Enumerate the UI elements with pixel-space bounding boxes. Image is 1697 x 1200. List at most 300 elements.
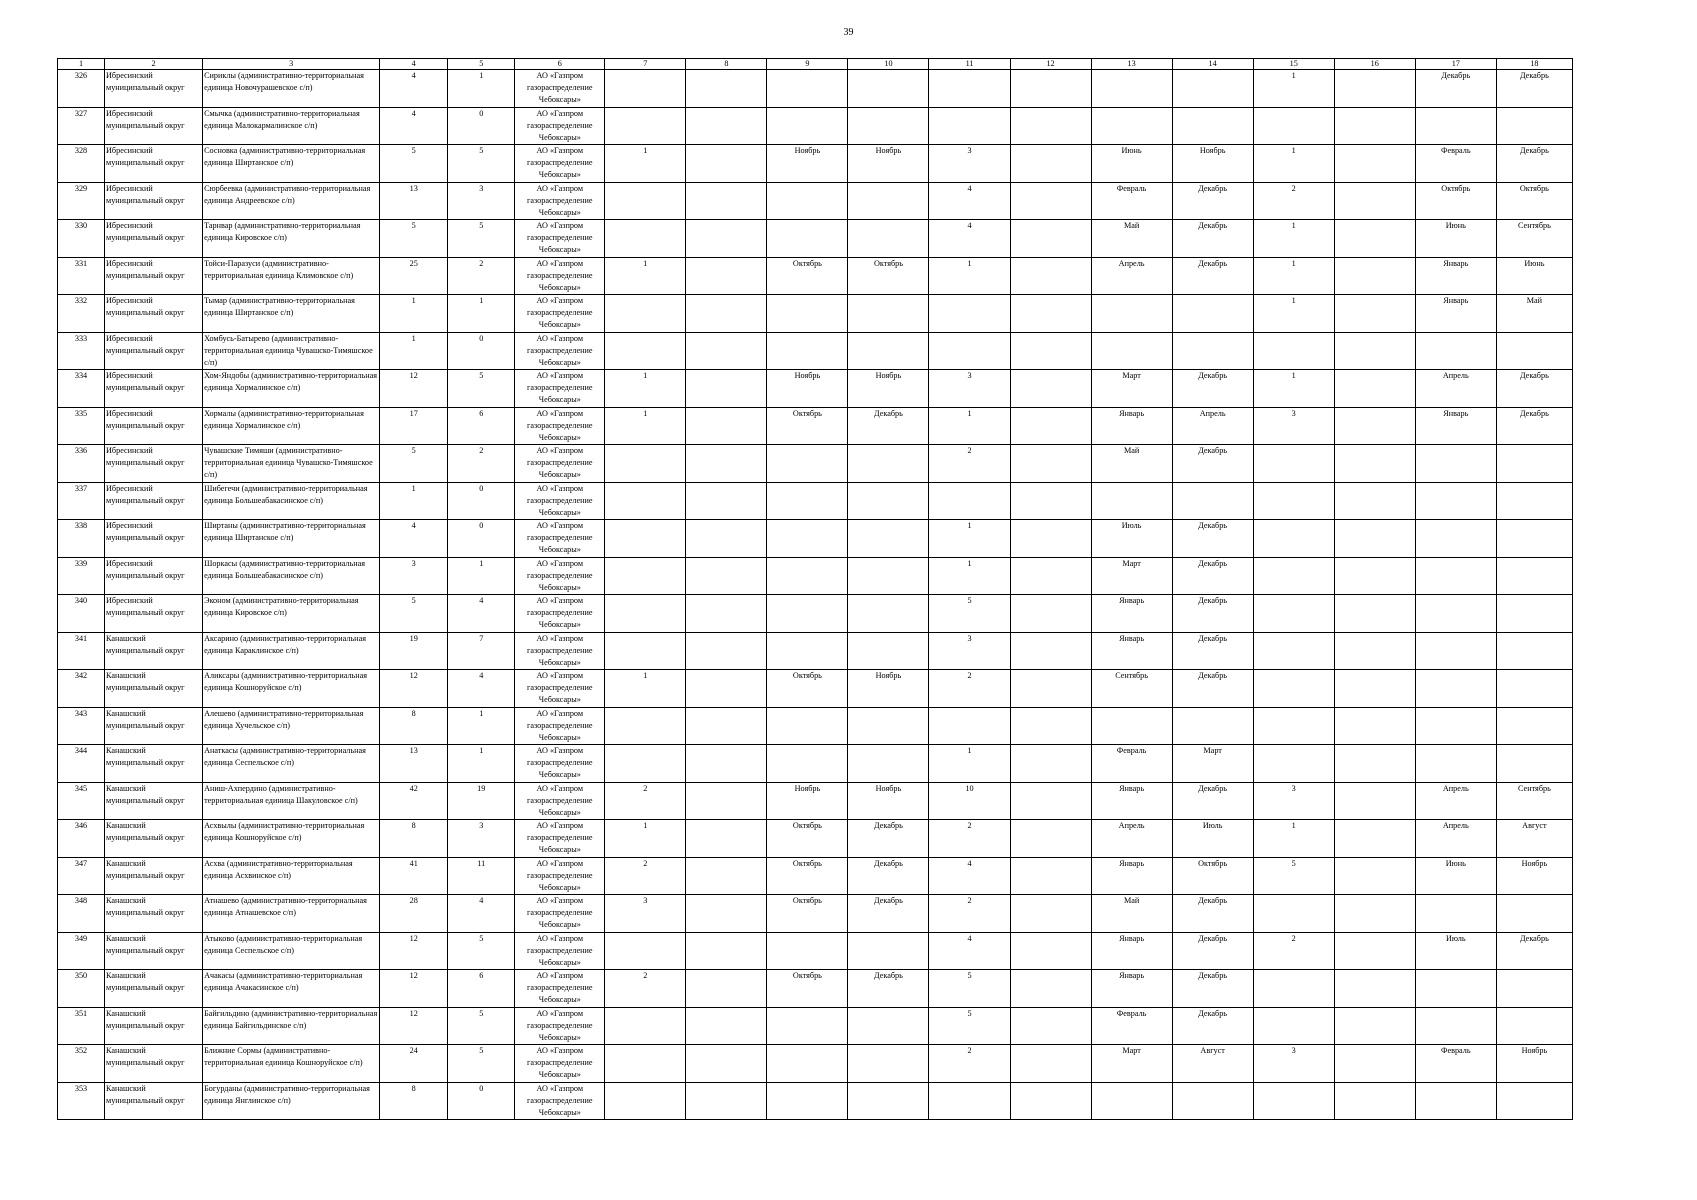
table-cell — [1334, 1082, 1415, 1120]
table-cell: 328 — [58, 145, 105, 183]
table-cell: Январь — [1415, 295, 1496, 333]
table-cell: Ибресинский муниципальный округ — [105, 445, 203, 483]
column-header: 11 — [929, 59, 1010, 70]
table-cell: 330 — [58, 220, 105, 258]
table-cell: Сосновка (административно-территориальная единица Ширтанское с/п) — [203, 145, 380, 183]
table-cell — [848, 182, 929, 220]
table-cell — [767, 107, 848, 145]
table-cell: 343 — [58, 707, 105, 745]
table-cell — [767, 1045, 848, 1083]
table-cell: 4 — [448, 670, 515, 708]
column-header: 16 — [1334, 59, 1415, 70]
table-cell: Декабрь — [848, 895, 929, 933]
table-cell — [1091, 1082, 1172, 1120]
table-cell — [848, 745, 929, 783]
table-cell: 4 — [380, 70, 448, 108]
table-cell: 6 — [448, 407, 515, 445]
table-cell — [1334, 145, 1415, 183]
table-cell: 8 — [380, 820, 448, 858]
table-cell: Канашский муниципальный округ — [105, 820, 203, 858]
table-cell — [848, 295, 929, 333]
table-cell: 1 — [1253, 370, 1334, 408]
table-cell: 0 — [448, 332, 515, 370]
table-cell: 329 — [58, 182, 105, 220]
table-cell: Май — [1091, 445, 1172, 483]
table-cell: Декабрь — [1172, 595, 1253, 633]
table-cell: 1 — [929, 257, 1010, 295]
table-cell: 1 — [929, 557, 1010, 595]
table-cell: Декабрь — [1172, 932, 1253, 970]
page-number: 39 — [843, 27, 854, 38]
table-cell — [1334, 670, 1415, 708]
table-cell: 5 — [380, 220, 448, 258]
table-cell — [1496, 520, 1572, 558]
table-cell: 5 — [448, 932, 515, 970]
table-cell: 1 — [448, 707, 515, 745]
table-cell — [686, 745, 767, 783]
table-row — [58, 182, 1573, 220]
table-cell — [1496, 707, 1572, 745]
table-cell: Август — [1496, 820, 1572, 858]
table-cell — [1253, 1007, 1334, 1045]
table-cell — [1091, 295, 1172, 333]
column-header: 14 — [1172, 59, 1253, 70]
table-row — [58, 407, 1573, 445]
table-cell: 336 — [58, 445, 105, 483]
table-cell: 1 — [929, 520, 1010, 558]
table-cell: 13 — [380, 182, 448, 220]
table-cell — [1334, 820, 1415, 858]
table-cell: Сентябрь — [1091, 670, 1172, 708]
table-cell: 1 — [929, 745, 1010, 783]
table-cell — [1010, 70, 1091, 108]
table-cell: 3 — [929, 370, 1010, 408]
table-row — [58, 520, 1573, 558]
table-cell: Декабрь — [848, 857, 929, 895]
table-cell: 2 — [605, 970, 686, 1008]
table-cell: 3 — [448, 820, 515, 858]
table-cell — [1415, 1082, 1496, 1120]
table-cell: 10 — [929, 782, 1010, 820]
table-cell: 352 — [58, 1045, 105, 1083]
table-cell: Декабрь — [1172, 1007, 1253, 1045]
table-cell — [767, 220, 848, 258]
table-cell — [1334, 1007, 1415, 1045]
table-cell — [1334, 932, 1415, 970]
table-cell — [848, 220, 929, 258]
table-cell — [605, 445, 686, 483]
table-cell — [686, 370, 767, 408]
table-cell — [1496, 670, 1572, 708]
table-row — [58, 220, 1573, 258]
table-cell: 5 — [380, 145, 448, 183]
table-cell: АО «Газпром газораспределение Чебоксары» — [515, 857, 605, 895]
table-cell: Канашский муниципальный округ — [105, 670, 203, 708]
table-cell — [686, 970, 767, 1008]
table-cell: 4 — [380, 520, 448, 558]
table-cell: Декабрь — [1172, 220, 1253, 258]
table-cell: 19 — [448, 782, 515, 820]
table-cell — [1253, 557, 1334, 595]
table-cell — [1010, 670, 1091, 708]
table-cell: Май — [1091, 895, 1172, 933]
table-cell — [1253, 632, 1334, 670]
table-cell: 1 — [1253, 257, 1334, 295]
table-cell: Ибресинский муниципальный округ — [105, 332, 203, 370]
table-cell: 3 — [448, 182, 515, 220]
table-cell — [686, 1045, 767, 1083]
table-cell: 5 — [1253, 857, 1334, 895]
column-header: 18 — [1496, 59, 1572, 70]
table-cell — [686, 407, 767, 445]
table-cell: Июнь — [1496, 257, 1572, 295]
table-cell — [1010, 782, 1091, 820]
table-cell: 2 — [605, 857, 686, 895]
table-cell: Июль — [1415, 932, 1496, 970]
table-cell — [1010, 445, 1091, 483]
table-cell: Ширтаны (административно-территориальная единица Ширтанское с/п) — [203, 520, 380, 558]
table-cell — [605, 107, 686, 145]
table-cell — [605, 557, 686, 595]
table-cell — [1253, 445, 1334, 483]
table-cell: АО «Газпром газораспределение Чебоксары» — [515, 1082, 605, 1120]
table-cell: 1 — [605, 145, 686, 183]
table-cell: Шибегечи (административно-территориальная единица Большеабакасинское с/п) — [203, 482, 380, 520]
table-cell: Тымар (административно-территориальная единица Ширтанское с/п) — [203, 295, 380, 333]
table-cell — [686, 1007, 767, 1045]
table-cell: Ибресинский муниципальный округ — [105, 520, 203, 558]
table-cell: Октябрь — [767, 257, 848, 295]
table-cell — [767, 745, 848, 783]
table-cell: Май — [1496, 295, 1572, 333]
column-header: 6 — [515, 59, 605, 70]
table-cell — [686, 182, 767, 220]
table-cell: Январь — [1091, 932, 1172, 970]
table-row — [58, 895, 1573, 933]
table-cell: 1 — [380, 332, 448, 370]
table-cell — [929, 707, 1010, 745]
table-cell — [848, 932, 929, 970]
table-cell: Аликсары (административно-территориальная единица Кошноруйское с/п) — [203, 670, 380, 708]
table-cell: 344 — [58, 745, 105, 783]
table-cell: Март — [1091, 557, 1172, 595]
table-cell: 4 — [380, 107, 448, 145]
table-cell — [605, 595, 686, 633]
column-number-row — [58, 59, 1573, 70]
table-cell — [1496, 332, 1572, 370]
table-cell: Октябрь — [1496, 182, 1572, 220]
table-cell: Канашский муниципальный округ — [105, 1007, 203, 1045]
table-cell — [848, 445, 929, 483]
table-cell: АО «Газпром газораспределение Чебоксары» — [515, 332, 605, 370]
table-cell: Канашский муниципальный округ — [105, 1082, 203, 1120]
table-cell — [1010, 257, 1091, 295]
table-cell: Ноябрь — [848, 370, 929, 408]
table-row — [58, 482, 1573, 520]
table-cell: Ибресинский муниципальный округ — [105, 107, 203, 145]
table-cell — [1172, 1082, 1253, 1120]
table-cell: Сентябрь — [1496, 782, 1572, 820]
table-cell — [686, 595, 767, 633]
table-cell: 353 — [58, 1082, 105, 1120]
table-cell: АО «Газпром газораспределение Чебоксары» — [515, 707, 605, 745]
table-cell — [848, 70, 929, 108]
table-cell: Канашский муниципальный округ — [105, 932, 203, 970]
table-cell — [1496, 482, 1572, 520]
table-cell: 2 — [605, 782, 686, 820]
table-cell: Февраль — [1091, 1007, 1172, 1045]
table-cell: 5 — [448, 145, 515, 183]
table-cell: 4 — [929, 220, 1010, 258]
table-cell — [605, 707, 686, 745]
table-cell: Ибресинский муниципальный округ — [105, 182, 203, 220]
table-cell — [1253, 895, 1334, 933]
table-cell — [1010, 1045, 1091, 1083]
table-cell: Чувашские Тимяши (административно-территориальная единица Чувашско-Тимяшское с/п) — [203, 445, 380, 483]
table-cell — [1334, 707, 1415, 745]
table-cell — [1172, 107, 1253, 145]
table-cell — [1415, 632, 1496, 670]
table-cell: 350 — [58, 970, 105, 1008]
table-cell: 11 — [448, 857, 515, 895]
table-cell — [1496, 1007, 1572, 1045]
table-cell: 2 — [929, 445, 1010, 483]
table-cell: АО «Газпром газораспределение Чебоксары» — [515, 70, 605, 108]
table-cell: Ноябрь — [1496, 1045, 1572, 1083]
table-cell: Декабрь — [1496, 145, 1572, 183]
table-cell: Ибресинский муниципальный округ — [105, 220, 203, 258]
table-cell — [686, 257, 767, 295]
table-cell — [1172, 482, 1253, 520]
table-row — [58, 257, 1573, 295]
table-cell: Апрель — [1415, 820, 1496, 858]
table-cell: Апрель — [1091, 820, 1172, 858]
table-cell: 5 — [929, 1007, 1010, 1045]
table-cell: 333 — [58, 332, 105, 370]
table-cell — [1496, 970, 1572, 1008]
table-cell: 17 — [380, 407, 448, 445]
table-cell: Сюрбеевка (административно-территориальная единица Андреевское с/п) — [203, 182, 380, 220]
table-cell: АО «Газпром газораспределение Чебоксары» — [515, 107, 605, 145]
table-cell — [1172, 332, 1253, 370]
table-cell — [1415, 970, 1496, 1008]
table-cell: Октябрь — [767, 857, 848, 895]
table-cell: Декабрь — [1172, 520, 1253, 558]
table-cell: АО «Газпром газораспределение Чебоксары» — [515, 482, 605, 520]
table-cell — [1496, 1082, 1572, 1120]
table-cell: 1 — [448, 557, 515, 595]
table-cell — [1010, 1007, 1091, 1045]
table-cell: Ноябрь — [1172, 145, 1253, 183]
column-header: 13 — [1091, 59, 1172, 70]
table-cell — [1253, 332, 1334, 370]
table-cell: 3 — [929, 145, 1010, 183]
table-row — [58, 295, 1573, 333]
table-cell: АО «Газпром газораспределение Чебоксары» — [515, 182, 605, 220]
table-cell — [1334, 595, 1415, 633]
table-cell — [686, 220, 767, 258]
table-cell: Ибресинский муниципальный округ — [105, 482, 203, 520]
table-cell: Декабрь — [848, 970, 929, 1008]
table-row — [58, 70, 1573, 108]
table-cell: Январь — [1091, 595, 1172, 633]
table-cell: Январь — [1415, 407, 1496, 445]
table-cell — [686, 707, 767, 745]
table-cell: АО «Газпром газораспределение Чебоксары» — [515, 820, 605, 858]
table-cell: 1 — [1253, 70, 1334, 108]
table-cell — [605, 70, 686, 108]
table-row — [58, 745, 1573, 783]
table-cell — [1172, 70, 1253, 108]
table-cell — [686, 782, 767, 820]
table-cell — [1334, 745, 1415, 783]
table-cell: Хом-Яндобы (административно-территориальная единица Хормалинское с/п) — [203, 370, 380, 408]
table-cell — [1010, 932, 1091, 970]
table-row — [58, 782, 1573, 820]
table-cell — [1172, 707, 1253, 745]
table-cell — [929, 107, 1010, 145]
table-cell — [686, 107, 767, 145]
table-cell: 2 — [1253, 932, 1334, 970]
table-cell: 342 — [58, 670, 105, 708]
column-header: 8 — [686, 59, 767, 70]
table-cell: 3 — [605, 895, 686, 933]
table-cell: 5 — [380, 445, 448, 483]
table-cell — [848, 595, 929, 633]
table-cell: 1 — [605, 370, 686, 408]
table-cell: 349 — [58, 932, 105, 970]
table-cell — [767, 707, 848, 745]
table-cell: Канашский муниципальный округ — [105, 1045, 203, 1083]
table-cell: АО «Газпром газораспределение Чебоксары» — [515, 970, 605, 1008]
column-header: 5 — [448, 59, 515, 70]
table-cell: 0 — [448, 1082, 515, 1120]
table-cell: 3 — [1253, 407, 1334, 445]
table-cell: Богурданы (административно-территориальная единица Янглинское с/п) — [203, 1082, 380, 1120]
table-cell: 5 — [929, 970, 1010, 1008]
table-cell — [848, 520, 929, 558]
table-cell: 341 — [58, 632, 105, 670]
table-row — [58, 670, 1573, 708]
table-cell: 2 — [448, 257, 515, 295]
table-cell: Январь — [1091, 632, 1172, 670]
table-cell — [1334, 632, 1415, 670]
table-cell — [605, 220, 686, 258]
table-cell: 1 — [929, 407, 1010, 445]
table-row — [58, 445, 1573, 483]
table-cell — [1010, 482, 1091, 520]
table-cell: Декабрь — [1172, 257, 1253, 295]
table-cell: Анаткасы (административно-территориальная единица Сеспельское с/п) — [203, 745, 380, 783]
table-cell: Октябрь — [1172, 857, 1253, 895]
table-cell — [1253, 1082, 1334, 1120]
table-cell: 1 — [1253, 145, 1334, 183]
table-cell — [1010, 107, 1091, 145]
table-cell: Октябрь — [767, 820, 848, 858]
table-cell — [1010, 332, 1091, 370]
table-cell — [1010, 595, 1091, 633]
table-cell — [1334, 70, 1415, 108]
table-cell: Февраль — [1415, 145, 1496, 183]
table-cell: Канашский муниципальный округ — [105, 632, 203, 670]
table-cell: Канашский муниципальный округ — [105, 707, 203, 745]
table-cell: Октябрь — [848, 257, 929, 295]
table-row — [58, 857, 1573, 895]
table-cell — [686, 520, 767, 558]
table-cell: Июнь — [1415, 220, 1496, 258]
table-row — [58, 1045, 1573, 1083]
table-cell: Ноябрь — [767, 370, 848, 408]
table-cell — [605, 295, 686, 333]
table-cell: Май — [1091, 220, 1172, 258]
table-cell: 3 — [1253, 782, 1334, 820]
table-cell: 1 — [1253, 820, 1334, 858]
table-cell — [1253, 482, 1334, 520]
table-cell: 12 — [380, 670, 448, 708]
table-cell — [848, 482, 929, 520]
table-cell: Ноябрь — [848, 670, 929, 708]
table-cell: АО «Газпром газораспределение Чебоксары» — [515, 557, 605, 595]
table-cell — [1253, 707, 1334, 745]
table-cell: Сентябрь — [1496, 220, 1572, 258]
table-cell: 331 — [58, 257, 105, 295]
table-cell — [1415, 332, 1496, 370]
table-cell: Тарнвар (административно-территориальная единица Кировское с/п) — [203, 220, 380, 258]
table-cell: 4 — [929, 857, 1010, 895]
table-cell: 1 — [605, 407, 686, 445]
table-cell: 5 — [448, 370, 515, 408]
table-cell: 4 — [448, 595, 515, 633]
table-cell — [1496, 745, 1572, 783]
table-cell: 345 — [58, 782, 105, 820]
table-cell — [767, 482, 848, 520]
table-cell: Атнашево (административно-территориальная единица Атнашевское с/п) — [203, 895, 380, 933]
table-cell: Декабрь — [1172, 557, 1253, 595]
table-cell: Асхва (административно-территориальная единица Асхвинское с/п) — [203, 857, 380, 895]
table-cell — [1415, 520, 1496, 558]
table-cell: АО «Газпром газораспределение Чебоксары» — [515, 670, 605, 708]
table-cell: Асхвылы (административно-территориальная единица Кошноруйское с/п) — [203, 820, 380, 858]
table-cell — [605, 932, 686, 970]
table-cell: Декабрь — [1172, 970, 1253, 1008]
table-cell — [686, 445, 767, 483]
table-cell — [605, 182, 686, 220]
table-cell: Декабрь — [848, 820, 929, 858]
table-cell: Канашский муниципальный округ — [105, 857, 203, 895]
table-cell — [1010, 895, 1091, 933]
table-cell: Ибресинский муниципальный округ — [105, 257, 203, 295]
table-cell — [1496, 895, 1572, 933]
table-row — [58, 820, 1573, 858]
table-cell — [686, 932, 767, 970]
table-cell: 8 — [380, 1082, 448, 1120]
table-cell — [929, 332, 1010, 370]
table-cell — [1415, 107, 1496, 145]
table-cell: Хомбусь-Батырево (административно-территориальная единица Чувашско-Тимяшское с/п) — [203, 332, 380, 370]
table-cell: 1 — [1253, 220, 1334, 258]
table-cell — [1010, 520, 1091, 558]
table-cell — [1010, 220, 1091, 258]
table-cell — [605, 745, 686, 783]
table-cell — [1334, 970, 1415, 1008]
table-cell — [848, 557, 929, 595]
table-cell — [848, 332, 929, 370]
table-cell — [767, 182, 848, 220]
table-cell: Апрель — [1172, 407, 1253, 445]
table-cell: Атыково (административно-территориальная единица Сеспельское с/п) — [203, 932, 380, 970]
table-cell: 3 — [929, 632, 1010, 670]
table-cell — [1010, 632, 1091, 670]
